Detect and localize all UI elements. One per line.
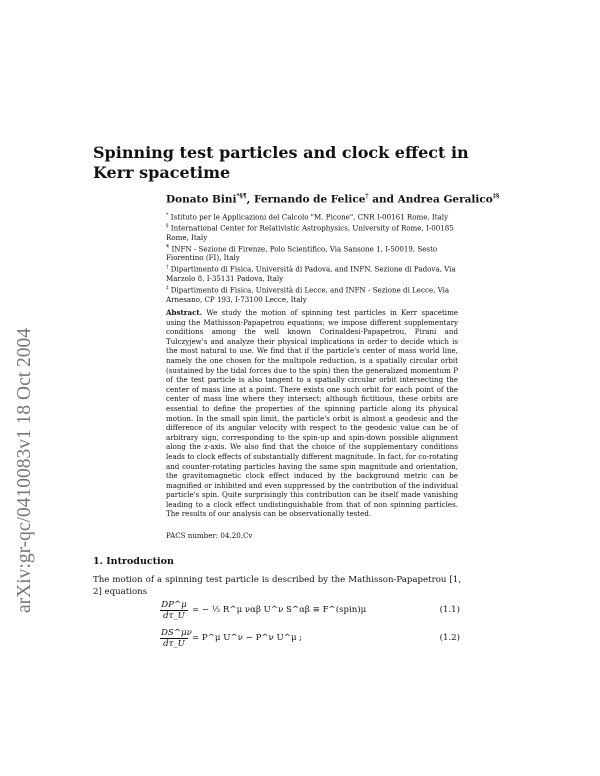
equation-numerator: DS^μν [161, 628, 192, 638]
affiliation: ¶ INFN - Sezione di Firenze, Polo Scientifico, Via Sansone 1, I-50019, Sesto Fiorentino (FI), Italy [166, 243, 438, 263]
abstract-text: We study the motion of spinning test particles in Kerr spacetime using the Mathisson-Papapetrou equations; we impose different supplementary conditions among the well known Corinaldesi-Papapetrou, Pirani and Tulczyjew's and analyze their physical implications in order to decide which is the most natural to use. We find that if the particle's center of mass world line, namely the one chosen for the multipole reduction, is a spatially circular orbit (sustained by the tidal forces due to the spin) then the generalized momentum P of the test particle is also tangent to a spatially circular orbit intersecting the center of mass line at a point. There exists one such orbit for each point of the center of mass line where they intersect; although fictitious, these orbits are essential to define the properties of the spinning particle along its physical motion. In the small spin limit, the particle's orbit is almost a geodesic and the difference of its angular velocity with respect to the geodesic value can be of arbitrary sign, corresponding to the spin-up and spin-down possible alignment along the z-axis. We also find that the choice of the supplementary conditions leads to clock effects of substantially different magnitude. In fact, for co-rotating and counter-rotating particles having the same spin magnitude and orientation, the gravitomagnetic clock effect induced by the background metric can be magnified or inhibited and even suppressed by the contribution of the individual particle's spin. Quite surprisingly this contribution can be itself made vanishing leading to a clock effect undistinguishable from that of non spinning particles. The results of our analysis can be observationally tested. [166, 308, 458, 519]
affiliation: † Dipartimento di Fisica, Università di Padova, and INFN, Sezione di Padova, Via Marzolo 8, I-35131 Padova, Italy [166, 264, 456, 283]
affiliation: * Istituto per le Applicazioni del Calcolo "M. Picone", CNR I-00161 Rome, Italy [166, 212, 449, 222]
equation-number: (1.2) [439, 633, 460, 643]
affiliation: ‡ Dipartimento di Fisica, Università di Lecce, and INFN - Sezione di Lecce, Via Arnesano, CP 193, I-73100 Lecce, Italy [166, 284, 450, 304]
equation-rhs: = − ½ R^μ ναβ U^ν S^αβ ≡ F^(spin)μ [192, 605, 367, 615]
equation-number: (1.1) [439, 605, 460, 615]
affiliation-list [166, 211, 466, 304]
equation-denominator: dτ_U [163, 611, 185, 621]
paper-title: Spinning test particles and clock effect in Kerr spacetime [93, 143, 469, 182]
author-marks: ‡§ [492, 193, 500, 200]
author-name: Andrea Geralico [397, 193, 493, 206]
arxiv-stamp-text: arXiv:gr-qc/0410083v1 18 Oct 2004 [14, 327, 35, 613]
author-name: Fernando de Felice [253, 193, 366, 206]
pacs-number: PACS number: 04.20.Cv [166, 531, 253, 540]
abstract-label: Abstract. [166, 308, 203, 317]
author-marks: † [365, 193, 369, 200]
equation-lhs [160, 628, 192, 649]
abstract [166, 308, 458, 519]
equation-1-2 [160, 628, 460, 652]
equation-lhs [160, 600, 188, 621]
equation-denominator: dτ_U [163, 639, 185, 649]
author-list: Donato Bini*§¶, Fernando de Felice† and Andrea Geralico‡§ [166, 193, 500, 206]
arxiv-stamp [0, 215, 40, 615]
section-heading: 1. Introduction [93, 556, 174, 567]
author-name: Donato Bini [166, 193, 237, 206]
equation-numerator: DP^μ [161, 600, 187, 610]
intro-paragraph: The motion of a spinning test particle is described by the Mathisson-Papapetrou [1, 2] equations [93, 575, 461, 597]
arxiv-stamp-svg [0, 215, 40, 615]
affiliation: § International Center for Relativistic Astrophysics, University of Rome, I-00185 Rome, Italy [166, 222, 454, 242]
equation-rhs: = P^μ U^ν − P^ν U^μ ; [192, 633, 303, 643]
equation-1-1 [160, 600, 460, 624]
author-marks: *§¶ [236, 193, 247, 200]
